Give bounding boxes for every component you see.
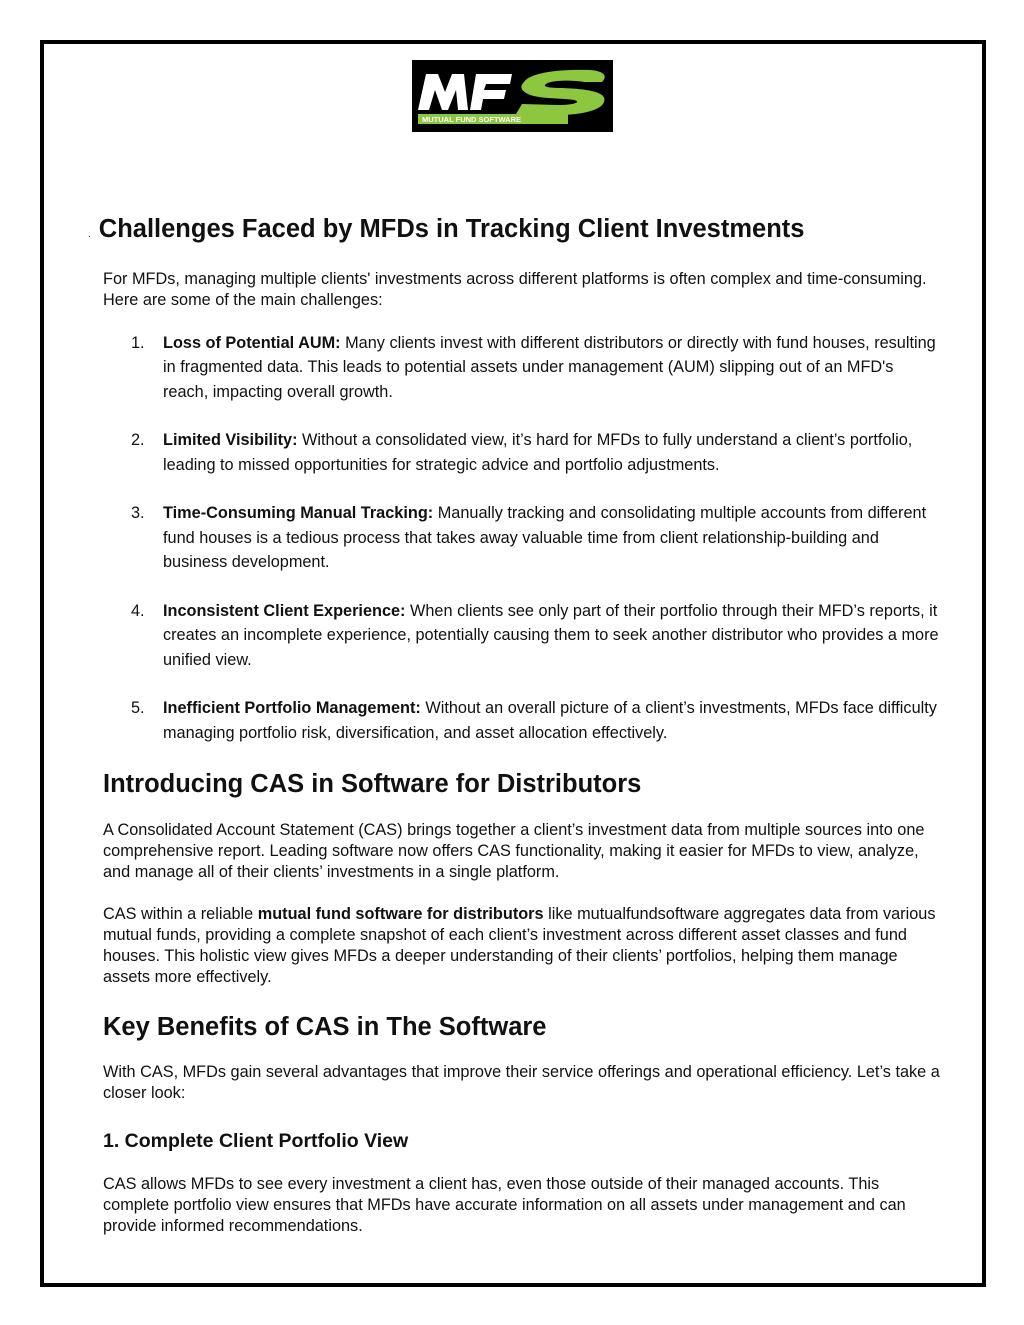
list-item-text: When clients see only part of their portfolio through their MFD’s reports, it creates an incomplete experience, potentially causing them to seek another distributor who provides a more unified view. (163, 601, 939, 669)
list-item-text: Without a consolidated view, it’s hard for MFDs to fully understand a client’s portfolio, leading to missed opportunities for strategic advice and portfolio adjustments. (163, 431, 913, 474)
list-item-number: 2. (131, 431, 145, 450)
subheading-complete-portfolio-view: 1. Complete Client Portfolio View (103, 1130, 409, 1153)
cas-paragraph-2-bold: mutual fund software for distributors (257, 904, 544, 923)
logo-tagline: MUTUAL FUND SOFTWARE (422, 115, 522, 124)
list-item-title: Inconsistent Client Experience: (163, 601, 406, 620)
list-item-title: Loss of Potential AUM: (163, 333, 341, 352)
list-item-text: Many clients invest with different distributors or directly with fund houses, resulting in fragmented data. This leads to potential assets under management (AUM) slipping out of an MFD's reach, impacting overall growth. (163, 333, 936, 401)
mfs-logo (412, 60, 613, 132)
list-item (103, 696, 943, 745)
cas-paragraph-2-end: like mutualfundsoftware aggregates data from various mutual funds, providing a complete snapshot of each client’s investment across different asset classes and fund houses. This holistic view gives MFDs a deeper understanding of their clients’ portfolios, helping them manage assets more effectively. (103, 904, 936, 986)
list-item (103, 331, 943, 405)
cas-paragraph-2-start: CAS within a reliable (103, 904, 258, 923)
heading-introducing-cas: Introducing CAS in Software for Distributors (103, 770, 642, 799)
list-item (103, 599, 943, 673)
list-item-number: 1. (131, 333, 145, 352)
heading-challenges (88, 214, 943, 245)
document-body (88, 214, 943, 1237)
benefits-intro: With CAS, MFDs gain several advantages that improve their service offerings and operational efficiency. Let’s take a closer look: (103, 1063, 940, 1103)
heading-challenges-text: Challenges Faced by MFDs in Tracking Client Investments (98, 215, 805, 243)
list-item-title: Time-Consuming Manual Tracking: (163, 504, 434, 523)
list-item-text: Without an overall picture of a client’s investments, MFDs face difficulty managing portfolio risk, diversification, and asset allocation effectively. (163, 699, 937, 742)
mfs-logo-graphic (412, 60, 613, 132)
list-item (103, 428, 943, 477)
challenges-intro: For MFDs, managing multiple clients' investments across different platforms is often complex and time-consuming. Here are some of the main challenges: (103, 269, 927, 309)
complete-portfolio-paragraph: CAS allows MFDs to see every investment a client has, even those outside of their managed accounts. This complete portfolio view ensures that MFDs have accurate information on all assets under management and can provide informed recommendations. (103, 1174, 906, 1235)
list-item-number: 3. (131, 504, 145, 523)
heading-bullet: . (88, 229, 91, 240)
cas-paragraph-2 (103, 904, 943, 988)
list-item-text: Manually tracking and consolidating multiple accounts from different fund houses is a tedious process that takes away valuable time from client relationship-building and business development. (163, 504, 927, 572)
challenges-list (103, 331, 943, 746)
list-item-title: Limited Visibility: (163, 431, 298, 450)
list-item-title: Inefficient Portfolio Management: (163, 699, 421, 718)
list-item-number: 4. (131, 601, 145, 620)
cas-paragraph-1: A Consolidated Account Statement (CAS) brings together a client’s investment data from multiple sources into one comprehensive report. Leading software now offers CAS functionality, making it easier for MFDs to view, analyze, and manage all of their clients’ investments in a single platform. (103, 820, 925, 881)
list-item-number: 5. (131, 699, 145, 718)
heading-key-benefits: Key Benefits of CAS in The Software (103, 1012, 547, 1041)
list-item (103, 501, 943, 575)
